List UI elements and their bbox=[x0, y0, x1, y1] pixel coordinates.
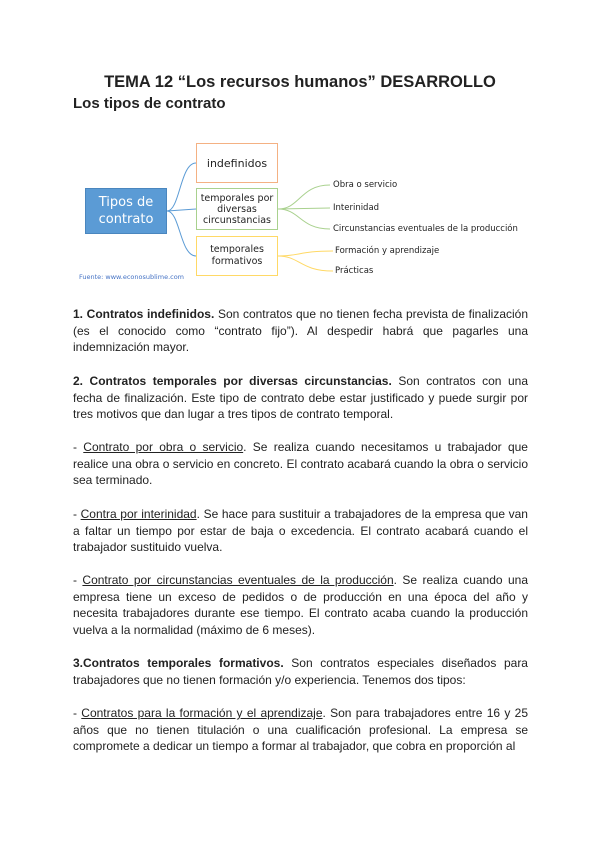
diagram-branch-label: temporales formativos bbox=[210, 244, 264, 267]
paragraph-text: . Se hace para sustituir a trabajadores de la empresa que van a faltar un tiempo por estar de baja o excedencia. El contrato acabará cuando el trabajador sustituido vuelva. bbox=[73, 507, 528, 554]
paragraph-text: Son contratos que no tienen fecha prevista de finalización (es el conocido como “contrato fijo”). Al despedir habrá que pagarles una indemnización mayor. bbox=[73, 307, 529, 354]
connector-b3-leaf1 bbox=[278, 251, 333, 256]
paragraph-temporales-circunstancias bbox=[73, 373, 528, 423]
diagram-branch-label: indefinidos bbox=[206, 156, 268, 170]
paragraph-obra-servicio bbox=[73, 439, 528, 489]
diagram-leaf-obra-servicio: Obra o servicio bbox=[333, 180, 398, 190]
underlined-term: Contratos para la formación y el aprendizaje bbox=[81, 706, 323, 720]
diagram-leaf-interinidad: Interinidad bbox=[333, 203, 380, 213]
page-title: TEMA 12 “Los recursos humanos” DESARROLLO bbox=[104, 73, 496, 91]
diagram-source-note: Fuente: www.econosublime.com bbox=[79, 273, 185, 281]
diagram-root-box bbox=[85, 188, 167, 234]
list-dash: - bbox=[73, 573, 83, 587]
underlined-term: Contrato por obra o servicio bbox=[83, 440, 244, 454]
paragraph-text: . Se realiza cuando necesitamos u trabajador que realice una obra o servicio en concreto. El contrato acabará cuando la obra o servicio sea terminado. bbox=[73, 440, 528, 487]
paragraph-temporales-formativos bbox=[73, 655, 528, 688]
diagram-branch-temporales-circunstancias bbox=[196, 188, 278, 230]
paragraph-heading: 3.Contratos temporales formativos. bbox=[73, 656, 284, 670]
connector-root-b1 bbox=[167, 163, 196, 211]
paragraph-formacion-aprendizaje bbox=[73, 705, 528, 755]
paragraph-indefinidos bbox=[73, 306, 528, 356]
list-dash: - bbox=[73, 706, 82, 720]
paragraph-text: Son contratos especiales diseñados para trabajadores que no tienen formación y/o experiencia. Tenemos dos tipos: bbox=[73, 656, 528, 687]
diagram-connectors bbox=[0, 0, 600, 300]
diagram-root-line2: contrato bbox=[98, 212, 154, 227]
connector-b2-leaf1 bbox=[278, 185, 330, 209]
paragraph-text: Son contratos con una fecha de finalización. Este tipo de contrato debe estar justificado y puede surgir por tres motivos que dan lugar a tres tipos de contrato temporal. bbox=[73, 374, 528, 421]
list-dash: - bbox=[73, 440, 84, 454]
connector-root-b3 bbox=[167, 211, 196, 256]
paragraph-heading: 2. Contratos temporales por diversas circunstancias. bbox=[73, 374, 392, 388]
connector-b3-leaf2 bbox=[278, 256, 333, 271]
underlined-term: Contrato por circunstancias eventuales de la producción bbox=[82, 573, 394, 587]
paragraph-text: . Son para trabajadores entre 16 y 25 años que no tienen titulación o una cualificación profesional. La empresa se compromete a dedicar un tiempo a formar al trabajador, que cobra en proporción al bbox=[73, 706, 528, 753]
paragraph-circunstancias-produccion bbox=[73, 572, 528, 638]
diagram-leaf-formacion: Formación y aprendizaje bbox=[335, 246, 440, 256]
diagram-branch-label: temporales por diversas circunstancias bbox=[200, 192, 274, 226]
underlined-term: Contra por interinidad bbox=[80, 507, 197, 521]
connector-b2-leaf3 bbox=[278, 209, 330, 229]
list-dash: - bbox=[73, 507, 81, 521]
paragraph-text: . Se realiza cuando una empresa tiene un exceso de pedidos o de producción en una época del año y necesita trabajadores durante ese tiempo. El contrato acaba cuando la producción vuelva a la normalidad (máximo de 6 meses). bbox=[73, 573, 528, 637]
diagram-branch-temporales-formativos bbox=[196, 236, 278, 276]
diagram-root-line1: Tipos de bbox=[98, 195, 154, 210]
diagram-branch-indefinidos bbox=[196, 143, 278, 183]
paragraph-heading: 1. Contratos indefinidos. bbox=[73, 307, 215, 321]
diagram-leaf-circunstancias: Circunstancias eventuales de la producción bbox=[333, 224, 518, 234]
contract-types-diagram bbox=[0, 0, 600, 300]
section-subtitle: Los tipos de contrato bbox=[73, 95, 226, 112]
diagram-leaf-practicas: Prácticas bbox=[335, 266, 374, 276]
paragraph-interinidad bbox=[73, 506, 528, 556]
